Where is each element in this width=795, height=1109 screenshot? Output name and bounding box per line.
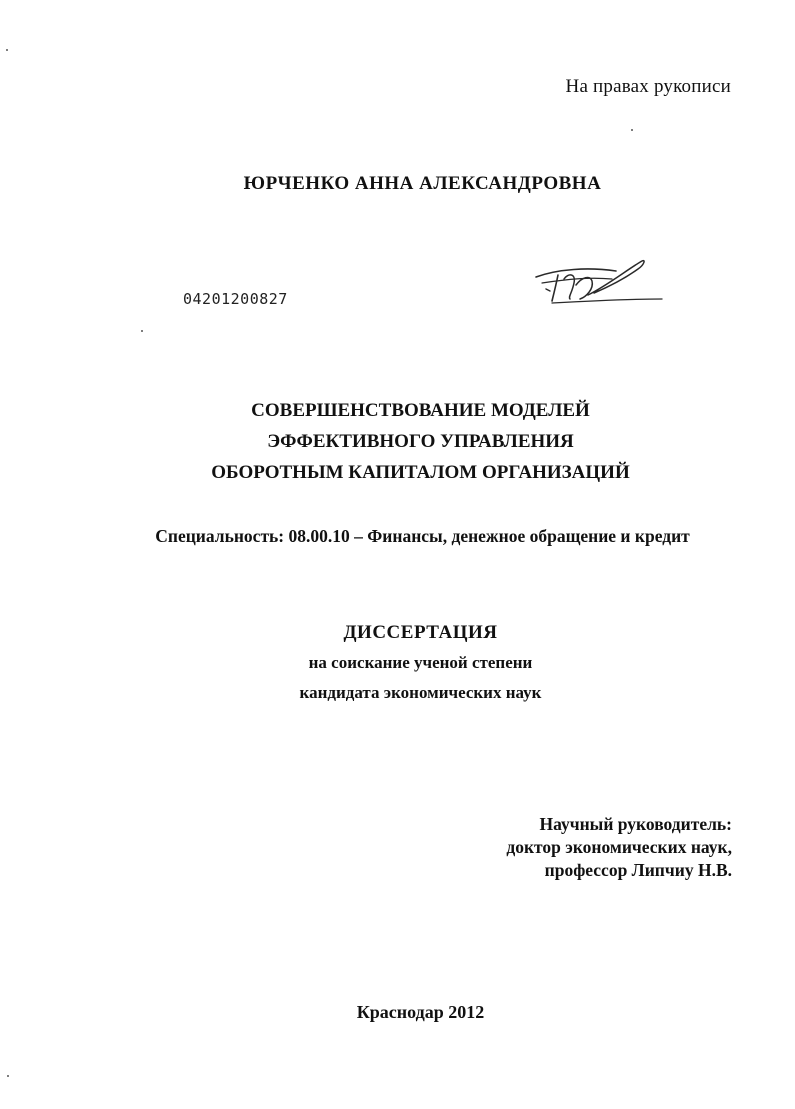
- dissertation-title: [0, 395, 795, 488]
- degree-name-line: кандидата экономических наук: [299, 683, 542, 702]
- scan-speck: [141, 330, 143, 332]
- supervisor-name: профессор Липчиу Н.В.: [544, 860, 732, 880]
- title-line: ЭФФЕКТИВНОГО УПРАВЛЕНИЯ: [267, 431, 574, 452]
- scan-speck: [6, 49, 8, 51]
- degree-purpose-line: на соискание ученой степени: [308, 653, 533, 672]
- title-line: СОВЕРШЕНСТВОВАНИЕ МОДЕЛЕЙ: [251, 400, 590, 421]
- dissertation-label: ДИССЕРТАЦИЯ: [343, 622, 498, 643]
- supervisor-heading: Научный руководитель:: [539, 814, 732, 834]
- supervisor-block: [506, 813, 732, 882]
- rights-note: На правах рукописи: [565, 76, 731, 97]
- stamp-number: 04201200827: [183, 290, 288, 308]
- title-line: ОБОРОТНЫМ КАПИТАЛОМ ОРГАНИЗАЦИЙ: [211, 462, 630, 483]
- supervisor-degree: доктор экономических наук,: [506, 837, 732, 857]
- author-name: ЮРЧЕНКО АННА АЛЕКСАНДРОВНА: [243, 173, 602, 194]
- scan-speck: [631, 129, 633, 131]
- signature-icon: [528, 255, 668, 315]
- dissertation-block: [0, 618, 795, 708]
- city-year: Краснодар 2012: [356, 1002, 485, 1022]
- scan-speck: [7, 1075, 9, 1077]
- specialty-line: Специальность: 08.00.10 – Финансы, денежное обращение и кредит: [155, 526, 690, 546]
